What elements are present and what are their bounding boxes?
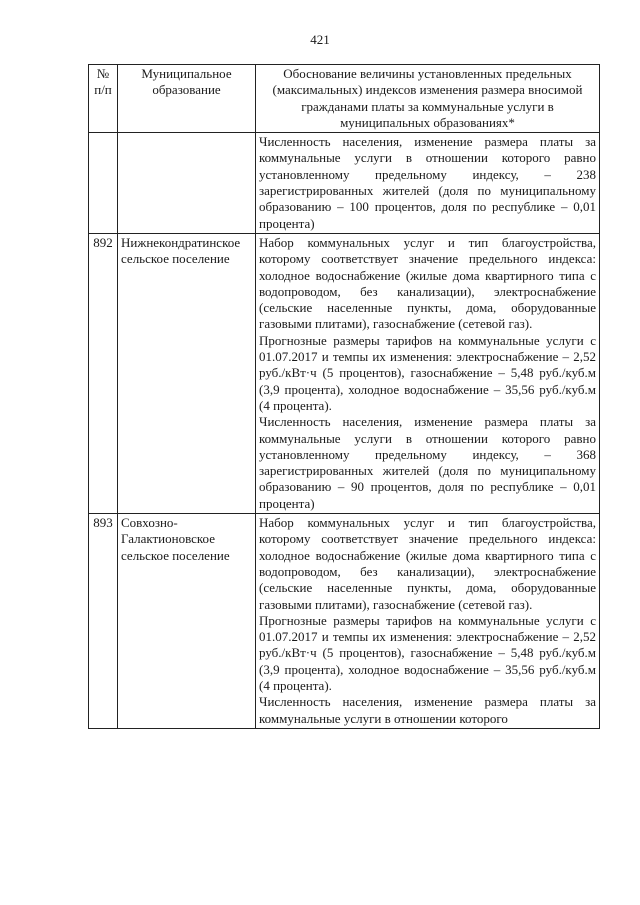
row-municipality: Совхозно-Галактионовское сельское поселение (118, 514, 256, 729)
row-justification (256, 514, 600, 729)
row-number (89, 133, 118, 234)
table-row (89, 233, 600, 513)
justification-paragraph: Численность населения, изменение размера платы за коммунальные услуги в отношении которого (259, 694, 596, 726)
row-number: 892 (89, 233, 118, 513)
justification-paragraph: Прогнозные размеры тарифов на коммунальные услуги с 01.07.2017 и темпы их изменения: электроснабжение – 2,52 руб./кВт·ч (5 процентов), газоснабжение – 5,48 руб./куб.м (3,9 процента), холодное водоснабжение – 35,56 руб./куб.м (4 процента). (259, 332, 596, 413)
row-municipality (118, 133, 256, 234)
justification-paragraph: Численность населения, изменение размера платы за коммунальные услуги в отношении которого равно установленному предельному индексу, – 368 зарегистрированных жителей (доля по муниципальному образованию – 90 процентов, доля по республике – 0,01 процента) (259, 414, 596, 511)
justification-paragraph: Набор коммунальных услуг и тип благоустройства, которому соответствует значение предельного индекса: холодное водоснабжение (жилые дома квартирного типа с водопроводом, без канализации), электроснабжение (сельские населенные пункты, дома, оборудованные газовыми плитами), газоснабжение (сетевой газ). (259, 515, 596, 612)
table-header-row (89, 65, 600, 133)
justification-paragraph: Прогнозные размеры тарифов на коммунальные услуги с 01.07.2017 и темпы их изменения: электроснабжение – 2,52 руб./кВт·ч (5 процентов), газоснабжение – 5,48 руб./куб.м (3,9 процента), холодное водоснабжение – 35,56 руб./куб.м (4 процента). (259, 612, 596, 693)
page-number: 421 (310, 32, 330, 47)
justification-paragraph: Численность населения, изменение размера платы за коммунальные услуги в отношении которого равно установленному предельному индексу, – 238 зарегистрированных жителей (доля по муниципальному образованию – 100 процентов, доля по республике – 0,01 процента) (259, 134, 596, 231)
header-justification: Обоснование величины установленных предельных (максимальных) индексов изменения размера вносимой гражданами платы за коммунальные услуги в муниципальных образованиях* (256, 65, 600, 133)
row-justification (256, 133, 600, 234)
row-municipality: Нижнекондратинское сельское поселение (118, 233, 256, 513)
table-row (89, 133, 600, 234)
table-row (89, 514, 600, 729)
row-number: 893 (89, 514, 118, 729)
row-justification (256, 233, 600, 513)
justification-paragraph: Набор коммунальных услуг и тип благоустройства, которому соответствует значение предельного индекса: холодное водоснабжение (жилые дома квартирного типа с водопроводом, без канализации), электроснабжение (сельские населенные пункты, дома, оборудованные газовыми плитами), газоснабжение (сетевой газ). (259, 234, 596, 332)
header-municipality: Муниципальное образование (118, 65, 256, 133)
header-num: № п/п (89, 65, 118, 133)
tariff-table (88, 64, 600, 729)
